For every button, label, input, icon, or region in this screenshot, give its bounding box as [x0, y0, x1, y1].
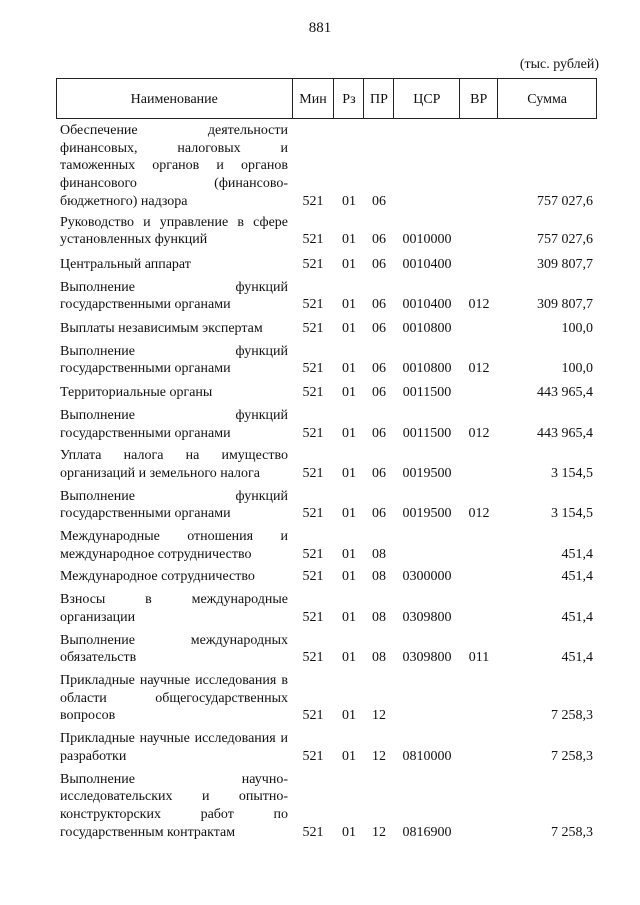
row-csr: 0309800 [402, 609, 452, 625]
row-sum: 3 154,5 [551, 465, 593, 481]
row-name: Выполнение функций государственными органами [60, 488, 288, 522]
row-name: Прикладные научные исследования и разработки [60, 731, 288, 764]
units-label: (тыс. рублей) [519, 57, 599, 72]
row-rz: 01 [342, 506, 356, 522]
header-min: Мин [293, 79, 335, 118]
row-rz: 01 [342, 708, 356, 724]
row-min: 521 [302, 609, 324, 625]
row-csr: 0019500 [402, 506, 452, 522]
row-sum: 7 258,3 [551, 748, 593, 764]
row-min: 521 [302, 569, 324, 585]
row-pr: 06 [372, 193, 386, 209]
row-min: 521 [302, 748, 324, 764]
row-pr: 12 [372, 708, 386, 724]
row-name: Территориальные органы [60, 385, 213, 401]
row-sum: 451,4 [561, 650, 593, 666]
row-rz: 01 [342, 385, 356, 401]
row-min: 521 [302, 361, 324, 377]
row-name: Центральный аппарат [60, 256, 191, 272]
row-csr: 0011500 [402, 385, 452, 401]
row-pr: 06 [372, 297, 386, 313]
row-rz: 01 [342, 256, 356, 272]
row-vr: 012 [468, 506, 490, 522]
table-row [56, 343, 597, 378]
row-name: Взносы в международные организации [60, 592, 288, 625]
header-rz: Рз [334, 79, 364, 118]
row-vr: 012 [468, 425, 490, 441]
row-pr: 06 [372, 256, 386, 272]
row-csr: 0300000 [402, 569, 452, 585]
table-row [56, 384, 597, 402]
row-sum: 309 807,7 [537, 256, 593, 272]
row-sum: 451,4 [561, 569, 593, 585]
row-rz: 01 [342, 546, 356, 562]
table-row [56, 672, 597, 725]
row-sum: 7 258,3 [551, 708, 593, 724]
row-sum: 757 027,6 [537, 232, 593, 248]
row-name: Обеспечение деятельности финансовых, налоговых и таможенных органов и органов финансового (финансово-бюджетного) надзора [60, 123, 288, 209]
table-row [56, 632, 597, 667]
row-min: 521 [302, 321, 324, 337]
row-pr: 12 [372, 748, 386, 764]
header-name: Наименование [57, 79, 293, 118]
row-name: Руководство и управление в сфере установленных функций [60, 214, 288, 248]
row-min: 521 [302, 425, 324, 441]
budget-table [56, 78, 597, 841]
row-min: 521 [302, 193, 324, 209]
row-min: 521 [302, 256, 324, 272]
row-csr: 0010800 [402, 321, 452, 337]
table-row [56, 214, 597, 249]
table-row [56, 771, 597, 842]
table-header [56, 78, 597, 119]
row-pr: 06 [372, 465, 386, 481]
row-pr: 12 [372, 824, 386, 840]
row-name: Международные отношения и международное сотрудничество [60, 529, 288, 562]
row-sum: 443 965,4 [537, 425, 593, 441]
row-sum: 100,0 [561, 361, 593, 377]
row-rz: 01 [342, 361, 356, 377]
row-sum: 451,4 [561, 546, 593, 562]
row-name: Выполнение функций государственными органами [60, 343, 288, 377]
row-sum: 309 807,7 [537, 297, 593, 313]
row-sum: 3 154,5 [551, 506, 593, 522]
table-body [56, 122, 597, 841]
row-csr: 0010400 [402, 256, 452, 272]
row-rz: 01 [342, 321, 356, 337]
row-vr: 012 [468, 297, 490, 313]
row-pr: 06 [372, 425, 386, 441]
table-row [56, 730, 597, 765]
row-sum: 451,4 [561, 609, 593, 625]
row-min: 521 [302, 650, 324, 666]
row-rz: 01 [342, 650, 356, 666]
row-name: Выполнение функций государственными органами [60, 407, 288, 441]
header-csr: ЦСР [394, 79, 460, 118]
row-min: 521 [302, 546, 324, 562]
row-csr: 0010800 [402, 361, 452, 377]
row-pr: 08 [372, 650, 386, 666]
table-row [56, 447, 597, 482]
row-name: Выполнение международных обязательств [60, 632, 288, 666]
row-min: 521 [302, 506, 324, 522]
row-name: Уплата налога на имущество организаций и земельного налога [60, 448, 288, 481]
row-csr: 0816900 [402, 824, 452, 840]
row-pr: 08 [372, 569, 386, 585]
row-min: 521 [302, 465, 324, 481]
row-min: 521 [302, 385, 324, 401]
row-name: Прикладные научные исследования в области общегосударственных вопросов [60, 672, 288, 724]
row-pr: 06 [372, 232, 386, 248]
row-sum: 757 027,6 [537, 193, 593, 209]
row-pr: 06 [372, 385, 386, 401]
row-rz: 01 [342, 297, 356, 313]
table-row [56, 320, 597, 338]
row-min: 521 [302, 297, 324, 313]
table-row [56, 122, 597, 211]
row-rz: 01 [342, 465, 356, 481]
row-name: Выполнение научно-исследовательских и опытно-конструкторских работ по государственным контрактам [60, 771, 288, 840]
row-pr: 08 [372, 609, 386, 625]
row-rz: 01 [342, 748, 356, 764]
row-sum: 100,0 [561, 321, 593, 337]
row-csr: 0810000 [402, 748, 452, 764]
row-min: 521 [302, 232, 324, 248]
row-vr: 011 [468, 650, 490, 666]
row-sum: 7 258,3 [551, 824, 593, 840]
row-rz: 01 [342, 609, 356, 625]
row-min: 521 [302, 824, 324, 840]
row-csr: 0010400 [402, 297, 452, 313]
row-rz: 01 [342, 193, 356, 209]
row-pr: 06 [372, 361, 386, 377]
row-name: Выплаты независимым экспертам [60, 321, 263, 337]
table-row [56, 279, 597, 314]
row-csr: 0011500 [402, 425, 452, 441]
row-csr: 0010000 [402, 232, 452, 248]
row-sum: 443 965,4 [537, 385, 593, 401]
header-vr: ВР [460, 79, 498, 118]
table-row [56, 528, 597, 563]
header-sum: Сумма [498, 79, 597, 118]
row-min: 521 [302, 708, 324, 724]
table-row [56, 256, 597, 274]
row-name: Выполнение функций государственными органами [60, 279, 288, 313]
header-pr: ПР [364, 79, 394, 118]
row-vr: 012 [468, 361, 490, 377]
page-number: 881 [308, 20, 332, 36]
row-rz: 01 [342, 569, 356, 585]
row-pr: 06 [372, 506, 386, 522]
table-row [56, 407, 597, 442]
row-pr: 08 [372, 546, 386, 562]
row-pr: 06 [372, 321, 386, 337]
table-row [56, 568, 597, 586]
row-rz: 01 [342, 425, 356, 441]
table-row [56, 488, 597, 523]
row-rz: 01 [342, 824, 356, 840]
row-rz: 01 [342, 232, 356, 248]
row-csr: 0019500 [402, 465, 452, 481]
row-name: Международное сотрудничество [60, 569, 255, 585]
row-csr: 0309800 [402, 650, 452, 666]
table-row [56, 591, 597, 626]
